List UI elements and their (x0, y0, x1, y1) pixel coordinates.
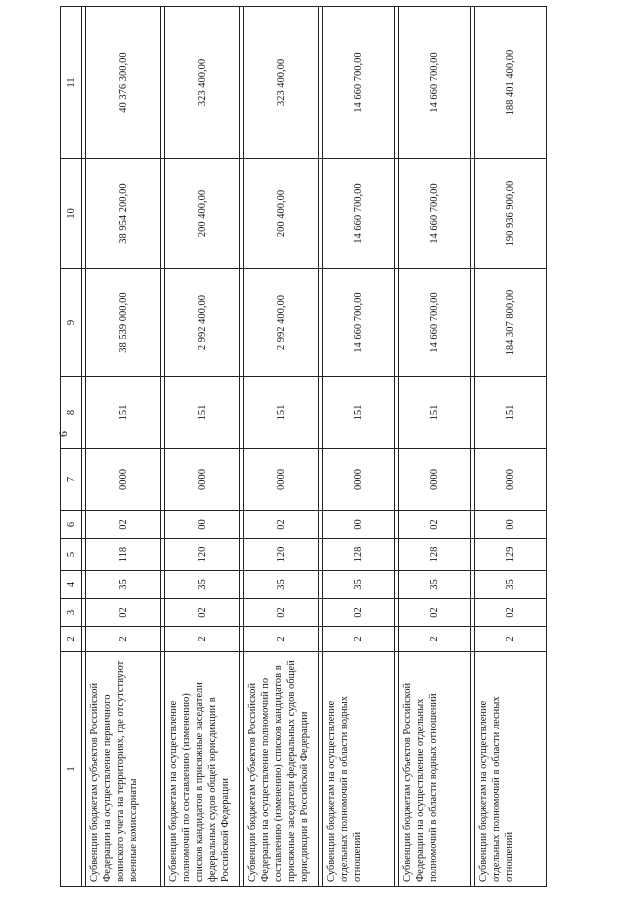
cell-c5: 128 (399, 539, 471, 571)
cell-c4: 35 (323, 571, 395, 599)
cell-c11: 14 660 700,00 (323, 7, 395, 159)
cell-c3: 02 (244, 599, 319, 627)
cell-c4: 35 (475, 571, 547, 599)
cell-c8: 151 (399, 377, 471, 449)
cell-c3: 02 (323, 599, 395, 627)
cell-c9: 2 992 400,00 (244, 269, 319, 377)
cell-c7: 0000 (165, 449, 240, 511)
cell-c4: 35 (244, 571, 319, 599)
cell-c5: 118 (86, 539, 161, 571)
col-num-4: 4 (61, 571, 82, 599)
table-row (399, 7, 471, 887)
cell-c11: 188 401 400,00 (475, 7, 547, 159)
cell-c9: 2 992 400,00 (165, 269, 240, 377)
row-name: Субвенции бюджетам на осуществление отдельных полномочий в области лесных отношений (475, 652, 547, 887)
cell-c11: 323 400,00 (244, 7, 319, 159)
cell-c2: 2 (86, 627, 161, 652)
col-num-5: 5 (61, 539, 82, 571)
cell-c2: 2 (399, 627, 471, 652)
row-name: Субвенции бюджетам субъектов Российской Федерации на осуществление первичного воинского учета на территориях, где отсутствуют военные комиссариаты (86, 652, 161, 887)
budget-table (60, 6, 547, 887)
table-row (86, 7, 161, 887)
cell-c8: 151 (475, 377, 547, 449)
cell-c6: 00 (165, 511, 240, 539)
page-number: 6 (56, 431, 70, 437)
col-num-10: 10 (61, 159, 82, 269)
cell-c10: 200 400,00 (165, 159, 240, 269)
cell-c6: 00 (323, 511, 395, 539)
col-num-6: 6 (61, 511, 82, 539)
cell-c10: 200 400,00 (244, 159, 319, 269)
cell-c11: 14 660 700,00 (399, 7, 471, 159)
cell-c4: 35 (399, 571, 471, 599)
cell-c6: 02 (399, 511, 471, 539)
cell-c3: 02 (475, 599, 547, 627)
cell-c7: 0000 (244, 449, 319, 511)
cell-c8: 151 (244, 377, 319, 449)
cell-c11: 323 400,00 (165, 7, 240, 159)
cell-c10: 190 936 900,00 (475, 159, 547, 269)
cell-c2: 2 (244, 627, 319, 652)
col-num-9: 9 (61, 269, 82, 377)
cell-c9: 184 307 800,00 (475, 269, 547, 377)
cell-c11: 40 376 300,00 (86, 7, 161, 159)
cell-c7: 0000 (475, 449, 547, 511)
cell-c9: 14 660 700,00 (323, 269, 395, 377)
cell-c6: 02 (86, 511, 161, 539)
col-num-1: 1 (61, 652, 82, 887)
cell-c5: 129 (475, 539, 547, 571)
rotated-table-container (60, 7, 543, 887)
row-name: Субвенции бюджетам субъектов Российской Федерации на осуществление отдельных полномочий в области водных отношений (399, 652, 471, 887)
cell-c5: 120 (165, 539, 240, 571)
row-name: Субвенции бюджетам субъектов Российской Федерации на осуществление полномочий по составлению (изменению) списков кандидатов в присяжные заседатели федеральных судов общей юрисдикции в Российской Федерации (244, 652, 319, 887)
cell-c2: 2 (475, 627, 547, 652)
cell-c3: 02 (86, 599, 161, 627)
table-row (323, 7, 395, 887)
cell-c8: 151 (86, 377, 161, 449)
cell-c3: 02 (399, 599, 471, 627)
cell-c5: 120 (244, 539, 319, 571)
cell-c8: 151 (323, 377, 395, 449)
cell-c2: 2 (165, 627, 240, 652)
cell-c7: 0000 (86, 449, 161, 511)
cell-c6: 02 (244, 511, 319, 539)
col-num-2: 2 (61, 627, 82, 652)
table-row (475, 7, 547, 887)
cell-c10: 14 660 700,00 (399, 159, 471, 269)
col-num-8: 8 (61, 377, 82, 449)
col-num-7: 7 (61, 449, 82, 511)
cell-c5: 128 (323, 539, 395, 571)
col-num-3: 3 (61, 599, 82, 627)
row-name: Субвенции бюджетам на осуществление полномочий по составлению (изменению) списков кандидатов в присяжные заседатели федеральных судов общей юрисдикции в Российской Федерации (165, 652, 240, 887)
cell-c3: 02 (165, 599, 240, 627)
cell-c7: 0000 (323, 449, 395, 511)
column-number-row (61, 7, 82, 887)
cell-c9: 14 660 700,00 (399, 269, 471, 377)
cell-c10: 14 660 700,00 (323, 159, 395, 269)
cell-c6: 00 (475, 511, 547, 539)
row-name: Субвенции бюджетам на осуществление отдельных полномочий в области водных отношений (323, 652, 395, 887)
col-num-11: 11 (61, 7, 82, 159)
cell-c9: 38 539 000,00 (86, 269, 161, 377)
cell-c10: 38 954 200,00 (86, 159, 161, 269)
cell-c4: 35 (86, 571, 161, 599)
cell-c2: 2 (323, 627, 395, 652)
table-row (244, 7, 319, 887)
cell-c8: 151 (165, 377, 240, 449)
table-row (165, 7, 240, 887)
cell-c7: 0000 (399, 449, 471, 511)
cell-c4: 35 (165, 571, 240, 599)
